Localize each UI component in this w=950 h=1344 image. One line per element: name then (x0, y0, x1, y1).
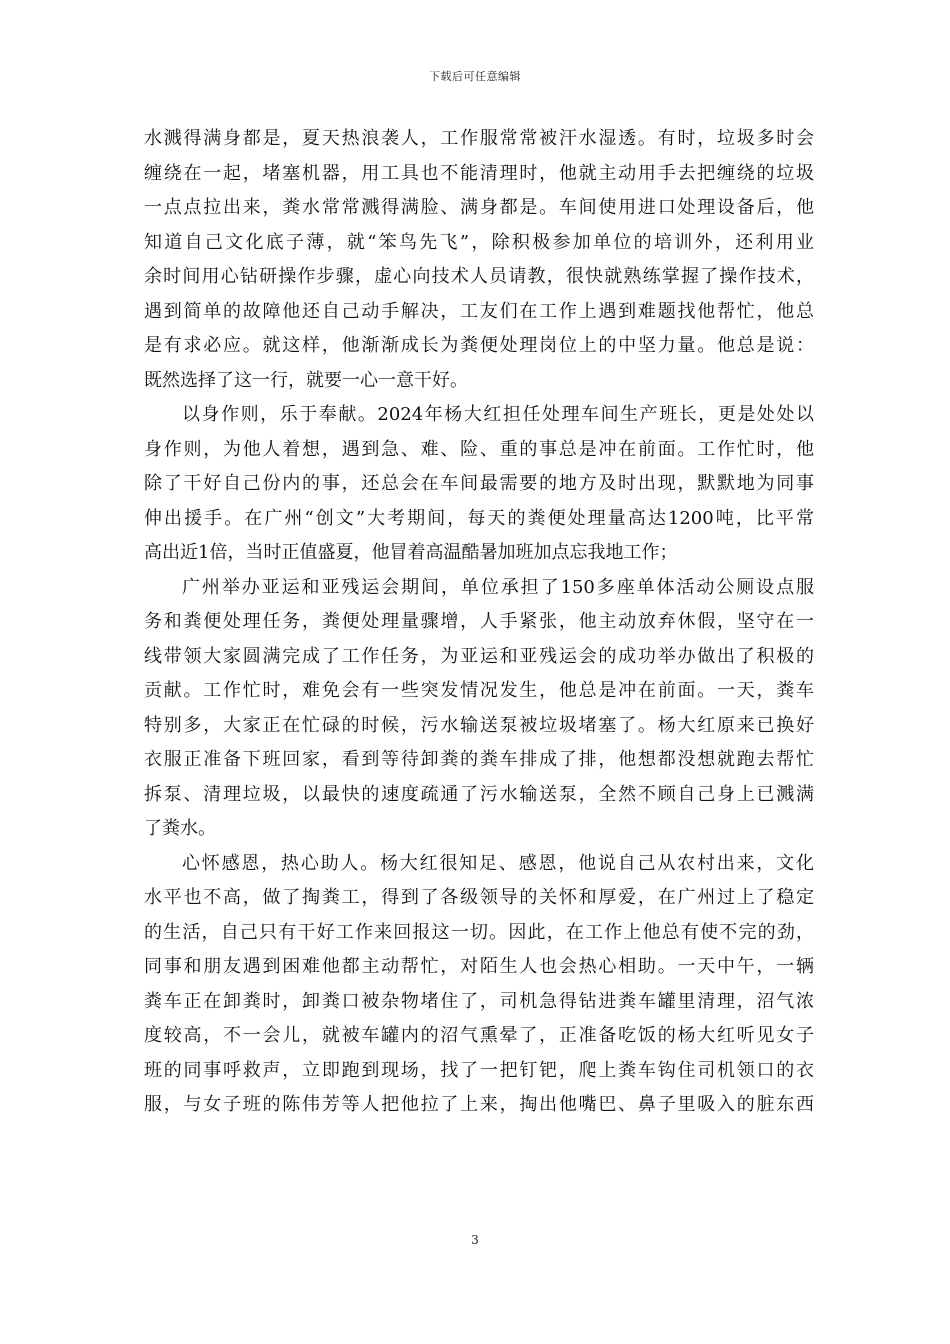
text-line: 既然选择了这一行，就要一心一意干好。 (144, 369, 468, 391)
text-line: 遇到简单的故障他还自己动手解决，工友们在工作上遇到难题找他帮忙，他总 (144, 300, 814, 322)
text-line: 班的同事呼救声，立即跑到现场，找了一把钉钯，爬上粪车钩住司机领口的衣 (144, 1059, 814, 1081)
text-line: 粪车正在卸粪时，卸粪口被杂物堵住了，司机急得钻进粪车罐里清理，沼气浓 (144, 990, 814, 1012)
text-line: 心怀感恩，热心助人。杨大红很知足、感恩，他说自己从农村出来，文化 (182, 852, 814, 874)
text-line: 缠绕在一起，堵塞机器，用工具也不能清理时，他就主动用手去把缠绕的垃圾 (144, 162, 814, 184)
paragraph-1 (144, 122, 814, 398)
text-line: 度较高，不一会儿，就被车罐内的沼气熏晕了，正准备吃饭的杨大红听见女子 (144, 1025, 814, 1046)
text-line: 伸出援手。在广州“创文”大考期间，每天的粪便处理量高达1200吨，比平常 (144, 507, 814, 529)
text-line: 了粪水。 (144, 818, 216, 839)
text-line: 广州举办亚运和亚残运会期间，单位承担了150多座单体活动公厕设点服 (182, 576, 814, 598)
text-line: 是有求必应。就这样，他渐渐成长为粪便处理岗位上的中坚力量。他总是说： (144, 335, 814, 356)
paragraph-2 (144, 398, 814, 571)
text-line: 除了干好自己份内的事，还总会在车间最需要的地方及时出现，默默地为同事 (144, 473, 814, 494)
text-line: 水溅得满身都是，夏天热浪袭人，工作服常常被汗水湿透。有时，垃圾多时会 (144, 128, 814, 149)
text-line: 高出近1倍，当时正值盛夏，他冒着高温酷暑加班加点忘我地工作； (144, 542, 678, 563)
text-line: 贡献。工作忙时，难免会有一些突发情况发生，他总是冲在前面。一天，粪车 (144, 680, 814, 701)
page-header: 下载后可任意编辑 (429, 70, 521, 83)
text-line: 衣服正准备下班回家，看到等待卸粪的粪车排成了排，他想都没想就跑去帮忙 (144, 749, 814, 770)
text-line: 一点点拉出来，粪水常常溅得满脸、满身都是。车间使用进口处理设备后，他 (144, 197, 814, 218)
text-line: 线带领大家圆满完成了工作任务，为亚运和亚残运会的成功举办做出了积极的 (144, 645, 814, 667)
text-line: 拆泵、清理垃圾，以最快的速度疏通了污水输送泵，全然不顾自己身上已溅满 (144, 783, 814, 805)
document-body (144, 122, 814, 1123)
text-line: 特别多，大家正在忙碌的时候，污水输送泵被垃圾堵塞了。杨大红原来已换好 (144, 714, 814, 736)
paragraph-4 (144, 847, 814, 1123)
text-line: 务和粪便处理任务，粪便处理量骤增，人手紧张，他主动放弃休假，坚守在一 (144, 611, 814, 632)
text-line: 知道自己文化底子薄，就“笨鸟先飞”，除积极参加单位的培训外，还利用业 (144, 231, 814, 253)
text-line: 身作则，为他人着想，遇到急、难、险、重的事总是冲在前面。工作忙时，他 (144, 438, 814, 460)
text-line: 余时间用心钻研操作步骤，虚心向技术人员请教，很快就熟练掌握了操作技术， (144, 266, 814, 287)
text-line: 水平也不高，做了掏粪工，得到了各级领导的关怀和厚爱，在广州过上了稳定 (144, 887, 814, 908)
text-line: 以身作则，乐于奉献。2024年杨大红担任处理车间生产班长，更是处处以 (182, 404, 814, 425)
text-line: 同事和朋友遇到困难他都主动帮忙，对陌生人也会热心相助。一天中午，一辆 (144, 956, 814, 977)
text-line: 的生活，自己只有干好工作来回报这一切。因此，在工作上他总有使不完的劲， (144, 921, 814, 943)
page-number: 3 (471, 1233, 479, 1247)
text-line: 服，与女子班的陈伟芳等人把他拉了上来，掏出他嘴巴、鼻子里吸入的脏东西 (144, 1094, 814, 1115)
paragraph-3 (144, 571, 814, 847)
